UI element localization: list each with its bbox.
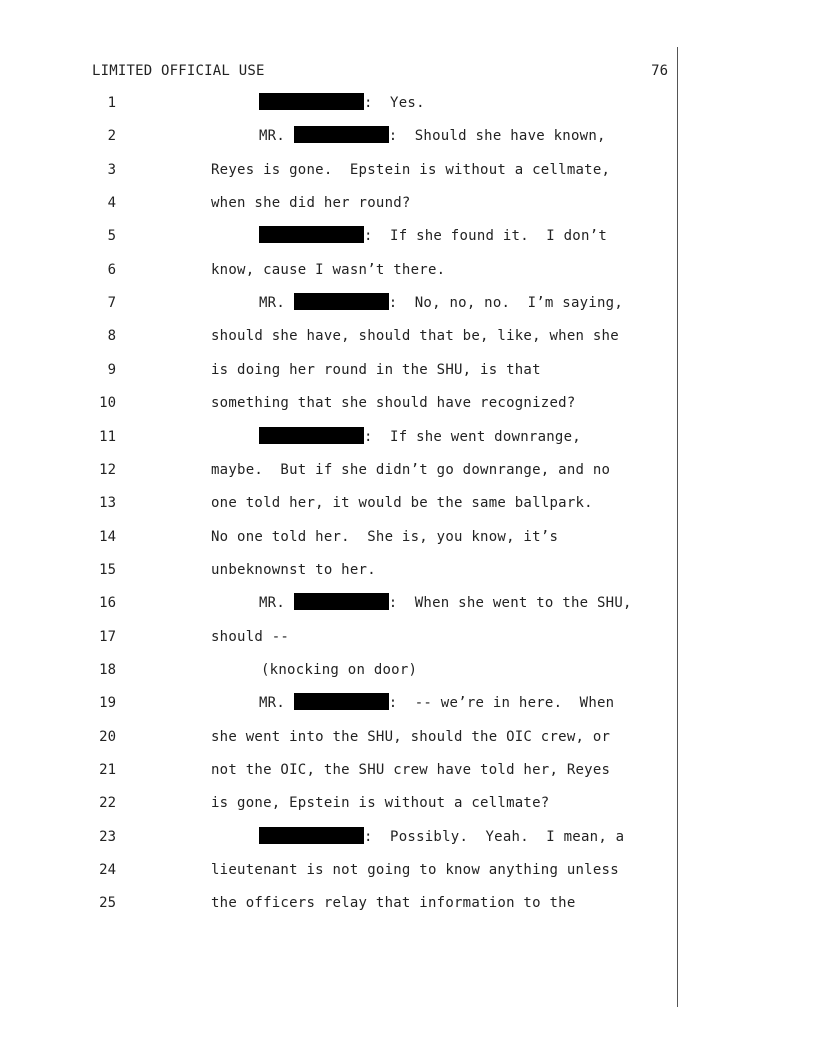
- line-text: is gone, Epstein is without a cellmate?: [211, 795, 550, 812]
- speaker-prefix: MR.: [259, 295, 294, 312]
- transcript-line: [0, 260, 816, 280]
- transcript-line: [0, 193, 816, 213]
- transcript-line: [0, 360, 816, 380]
- line-text: the officers relay that information to the: [211, 895, 576, 912]
- line-number: 7: [107, 295, 116, 312]
- line-text: lieutenant is not going to know anything unless: [211, 862, 619, 879]
- speaker-prefix: MR.: [259, 128, 294, 145]
- transcript-line: [0, 660, 816, 680]
- speech-text: : Should she have known,: [388, 128, 606, 145]
- speech-text: : No, no, no. I’m saying,: [388, 295, 624, 312]
- line-text: [259, 427, 581, 447]
- redaction-box: [259, 427, 364, 444]
- speaker-prefix: MR.: [259, 595, 294, 612]
- line-text: [259, 126, 606, 146]
- line-text: [259, 693, 614, 713]
- line-text: know, cause I wasn’t there.: [211, 261, 446, 278]
- transcript-line: [0, 160, 816, 180]
- line-number: 14: [99, 528, 116, 545]
- transcript-line: [0, 793, 816, 813]
- line-number: 17: [99, 628, 116, 645]
- speech-text: : -- we’re in here. When: [388, 695, 615, 712]
- line-text: Reyes is gone. Epstein is without a cellmate,: [211, 161, 611, 178]
- line-number: 21: [99, 762, 116, 778]
- line-number: 15: [99, 561, 116, 578]
- redaction-box: [259, 93, 364, 110]
- line-number: 23: [99, 828, 116, 845]
- header-classification: LIMITED OFFICIAL USE: [92, 63, 265, 79]
- line-text: unbeknownst to her.: [211, 561, 376, 578]
- line-text: one told her, it would be the same ballpark.: [211, 495, 593, 512]
- line-text: something that she should have recognized?: [211, 395, 576, 412]
- speaker-prefix: MR.: [259, 695, 294, 712]
- redaction-box: [259, 226, 364, 243]
- transcript-line: [0, 527, 816, 547]
- speech-text: : Yes.: [364, 95, 425, 111]
- redaction-box: [294, 593, 389, 610]
- transcript-line: [0, 393, 816, 413]
- line-number: 3: [107, 161, 116, 178]
- line-number: 13: [99, 495, 116, 512]
- line-number: 24: [99, 862, 116, 879]
- line-number: 6: [107, 261, 116, 278]
- transcript-line: [0, 226, 816, 246]
- redaction-box: [294, 293, 389, 310]
- transcript-line: [0, 860, 816, 880]
- transcript-line: [0, 560, 816, 580]
- line-number: 18: [99, 661, 116, 678]
- line-text: maybe. But if she didn’t go downrange, and no: [211, 461, 611, 478]
- line-text: is doing her round in the SHU, is that: [211, 361, 541, 378]
- line-number: 12: [99, 461, 116, 478]
- line-number: 5: [107, 228, 116, 245]
- line-number: 2: [107, 128, 116, 145]
- speech-text: : When she went to the SHU,: [388, 595, 632, 612]
- transcript-line: [0, 760, 816, 780]
- line-text: [259, 93, 425, 113]
- line-number: 20: [99, 728, 116, 745]
- transcript-line: [0, 493, 816, 513]
- line-text: should --: [211, 628, 290, 645]
- speech-text: : Possibly. Yeah. I mean, a: [364, 828, 625, 845]
- line-text: No one told her. She is, you know, it’s: [211, 528, 559, 545]
- transcript-line: [0, 293, 816, 313]
- line-text: she went into the SHU, should the OIC crew, or: [211, 728, 611, 745]
- transcript-line: [0, 326, 816, 346]
- line-number: 4: [107, 195, 116, 212]
- line-number: 10: [99, 395, 116, 412]
- transcript-line: [0, 727, 816, 747]
- line-text: [259, 827, 624, 847]
- line-number: 22: [99, 795, 116, 812]
- line-text: [259, 293, 623, 313]
- line-number: 25: [99, 895, 116, 912]
- line-text: when she did her round?: [211, 195, 411, 212]
- speech-text: : If she went downrange,: [364, 428, 581, 445]
- transcript-line: [0, 627, 816, 647]
- line-number: 9: [107, 361, 116, 378]
- transcript-line: [0, 693, 816, 713]
- transcript-line: [0, 593, 816, 613]
- line-text: [259, 226, 607, 246]
- line-number: 19: [99, 695, 116, 712]
- line-number: 1: [107, 95, 116, 111]
- transcript-line: [0, 126, 816, 146]
- transcript-line: [0, 427, 816, 447]
- transcript-line: [0, 827, 816, 847]
- page-number: 76: [651, 63, 668, 79]
- speech-text: : If she found it. I don’t: [364, 228, 608, 245]
- line-text: (knocking on door): [261, 661, 418, 678]
- redaction-box: [294, 693, 389, 710]
- line-number: 11: [99, 428, 116, 445]
- line-text: not the OIC, the SHU crew have told her, Reyes: [211, 762, 611, 778]
- transcript-line: [0, 93, 816, 113]
- line-text: should she have, should that be, like, when she: [211, 328, 619, 345]
- line-number: 16: [99, 595, 116, 612]
- redaction-box: [294, 126, 389, 143]
- transcript-line: [0, 460, 816, 480]
- redaction-box: [259, 827, 364, 844]
- line-number: 8: [107, 328, 116, 345]
- transcript-line: [0, 893, 816, 913]
- line-text: [259, 593, 632, 613]
